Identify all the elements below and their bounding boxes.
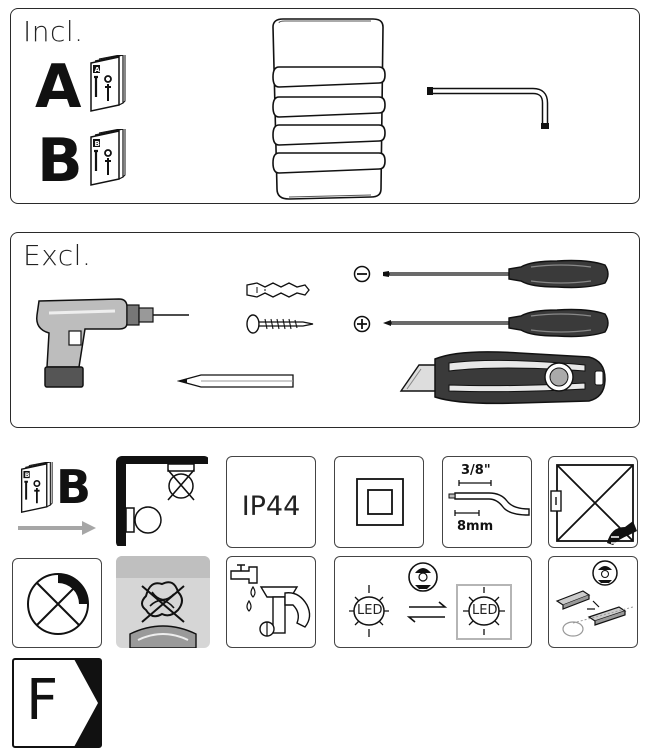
arrow-right-icon [16, 518, 100, 538]
water-tap-cleaning-icon [227, 557, 316, 648]
manual-booklet-icon [18, 462, 54, 514]
screw-icon [243, 313, 315, 335]
double-insulation-icon [335, 457, 424, 548]
class-ii-tile [334, 456, 424, 548]
pencil-icon [177, 370, 297, 392]
wall-mount-only-tile [116, 456, 210, 548]
led-left-label: LED [357, 603, 383, 618]
no-pendant-tile [116, 556, 210, 648]
manual-a-letter: A [35, 52, 82, 122]
svg-text:A: A [94, 66, 100, 74]
drill-icon [29, 293, 189, 393]
wire-strip-tile [442, 456, 532, 548]
minus-symbol-icon [353, 265, 371, 283]
manual-b-reference-letter: B [56, 460, 92, 514]
ip-rating-tile [226, 456, 316, 548]
driver-replacement-tile [548, 556, 638, 648]
plus-symbol-icon [353, 315, 371, 333]
allen-key-icon [425, 83, 555, 133]
led-replacement-tile [334, 556, 532, 648]
strip-length-label: 8mm [457, 519, 494, 534]
no-dimmer-icon [13, 559, 102, 648]
wall-lamp-product-icon [265, 13, 395, 203]
slotted-screwdriver-icon [381, 255, 613, 295]
wall-plug-icon [243, 279, 313, 301]
manual-a-booklet-icon [87, 55, 127, 113]
no-dimmer-tile [12, 558, 102, 648]
included-title: Incl. [23, 15, 84, 48]
utility-knife-icon [399, 345, 611, 415]
energy-class-letter: F [26, 668, 59, 733]
ip-rating-label: IP44 [241, 491, 301, 522]
manual-b-reference-tile [12, 458, 106, 546]
led-right-label: LED [472, 603, 498, 618]
no-pendant-icon [116, 556, 210, 648]
disconnect-power-icon [549, 457, 638, 548]
svg-text:B: B [24, 472, 30, 480]
manual-b-booklet-icon [87, 129, 127, 187]
excluded-title: Excl. [23, 239, 92, 272]
water-warning-tile [226, 556, 316, 648]
manual-b-letter: B [37, 126, 83, 196]
energy-class-tile [12, 658, 102, 748]
included-panel [10, 8, 640, 204]
svg-text:B: B [94, 140, 100, 148]
excluded-panel [10, 232, 640, 428]
driver-replacement-icon [549, 557, 638, 648]
phillips-screwdriver-icon [381, 304, 613, 344]
wire-strip-icon [443, 457, 532, 548]
disconnect-power-tile [548, 456, 638, 548]
no-ceiling-mount-icon [116, 456, 210, 548]
wire-gauge-label: 3/8" [461, 463, 491, 478]
